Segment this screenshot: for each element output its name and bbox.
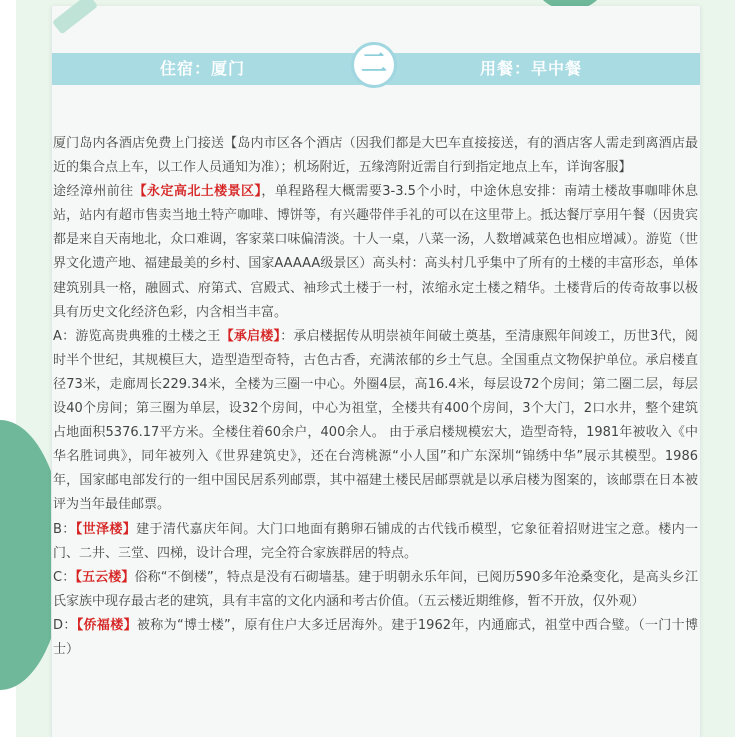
route-paragraph (53, 180, 698, 325)
attraction-c-prefix: C： (53, 569, 76, 585)
attraction-a-prefix: A：游览高贵典雅的土楼之王 (53, 328, 221, 344)
attraction-c-text: 俗称“不倒楼”，特点是没有石砌墙基。建于明朝永乐年间，已阅历590多年沧桑变化，是高头乡江氏家族中现存最古老的建筑，具有丰富的文化内涵和考古价值。（五云楼近期维修，暂不开放，仅外观） (53, 569, 698, 609)
attraction-a-highlight: 【承启楼】 (220, 328, 281, 344)
attraction-b-highlight: 【世泽楼】 (75, 521, 137, 537)
attraction-c-highlight: 【五云楼】 (75, 569, 135, 585)
accommodation-label: 住宿：厦门 (160, 59, 246, 78)
attraction-d-prefix: D： (53, 617, 77, 633)
attraction-d-highlight: 【侨福楼】 (76, 617, 137, 633)
route-text-suffix: ，单程路程大概需要3-3.5个小时，中途休息安排：南靖土楼故事咖啡休息站，站内有超市售卖当地土特产咖啡、博饼等，有兴趣带伴手礼的可以在这里带上。抵达餐厅享用午餐（因贵宾都是来自天南地北，众口难调，客家菜口味偏清淡。十人一桌，八菜一汤，人数增减菜色也相应增减）。游览（世界文化遗产地、福建最美的乡村、国家AAAAA级景区）高头村：高头村几乎集中了所有的土楼的丰富形态，单体建筑别具一格，融圆式、府第式、宫殿式、袖珍式土楼于一村，浓缩永定土楼之精华。土楼背后的传奇故事以极具有历史文化经济色彩，内含相当丰富。 (53, 184, 698, 320)
itinerary-description (53, 132, 698, 662)
attraction-a-text: ：承启楼据传从明崇祯年间破土奠基，至清康熙年间竣工，历世3代，阅时半个世纪，其规模巨大，造型造型奇特，古色古香，充满浓郁的乡土气息。全国重点文物保护单位。承启楼直径73米，走廊周长229.34米，全楼为三圈一中心。外圈4层，高16.4米，每层设72个房间；第二圈二层，每层设40个房间；第三圈为单层，设32个房间，中心为祖堂，全楼共有400个房间，3个大门，2口水井，整个建筑占地面积5376.17平方米。全楼住着60余户，400余人。 由于承启楼规模宏大，造型奇特，1981年被收入《中华名胜词典》，同年被列入《世界建筑史》，还在台湾桃源“小人国”和广东深圳“锦绣中华”展示其模型。1986年，国家邮电部发行的一组中国民居系列邮票，其中福建土楼民居邮票就是以承启楼为图案的，该邮票在日本被评为当年最佳邮票。 (53, 328, 698, 513)
attraction-b-prefix: B： (53, 521, 76, 537)
attraction-b-text: 建于清代嘉庆年间。大门口地面有鹅卵石铺成的古代钱币模型，它象征着招财进宝之意。楼内一门、二井、三堂、四梯，设计合理，完全符合家族群居的特点。 (53, 521, 698, 561)
attraction-d-paragraph (53, 614, 698, 662)
day-number-badge: 二 (351, 42, 397, 88)
pickup-paragraph (53, 132, 698, 180)
attraction-a-paragraph (53, 325, 698, 518)
route-text-prefix: 途经漳州前往 (53, 184, 134, 200)
itinerary-day-card (51, 6, 701, 737)
meals-label: 用餐：早中餐 (480, 59, 583, 78)
attraction-d-text: 被称为“博士楼”，原有住户大多迁居海外。建于1962年，内通廊式，祖堂中西合璧。（一门十博士） (53, 617, 698, 657)
scenic-area-highlight: 【永定高北土楼景区】 (133, 184, 262, 200)
pickup-text: 厦门岛内各酒店免费上门接送【岛内市区各个酒店（因我们都是大巴车直接接送，有的酒店客人需走到离酒店最近的集合点上车，以工作人员通知为准）；机场附近，五缘湾附近需自行到指定地点上车，详询客服】 (53, 136, 698, 176)
attraction-b-paragraph (53, 518, 698, 566)
attraction-c-paragraph (53, 566, 698, 614)
